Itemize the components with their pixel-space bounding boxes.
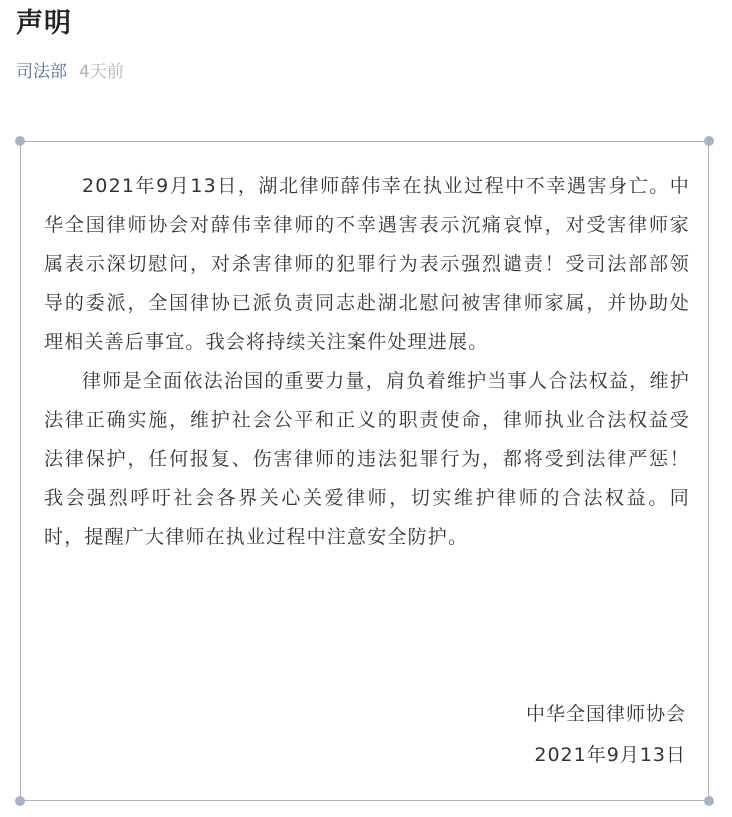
statement-signature-block [526, 694, 686, 776]
statement-paragraph-2: 律师是全面依法治国的重要力量，肩负着维护当事人合法权益，维护法律正确实施，维护社会公平和正义的职责使命，律师执业合法权益受法律保护，任何报复、伤害律师的违法犯罪行为，都将受到法律严惩！我会强烈呼吁社会各界关心关爱律师，切实维护律师的合法权益。同时，提醒广大律师在执业过程中注意安全防护。 [44, 370, 690, 548]
signature-date: 2021年9月13日 [534, 744, 686, 766]
article-meta [16, 58, 124, 86]
frame-corner-dot-bottom-left [15, 796, 25, 806]
frame-corner-dot-top-left [15, 136, 25, 146]
frame-corner-dot-bottom-right [704, 796, 714, 806]
author-link[interactable]: 司法部 [16, 62, 67, 82]
frame-corner-dot-top-right [704, 136, 714, 146]
article-title: 声明 [16, 8, 72, 39]
statement-body [44, 167, 690, 557]
publish-time: 4天前 [79, 62, 124, 82]
signature-organization: 中华全国律师协会 [525, 703, 686, 725]
statement-paragraph-1: 2021年9月13日，湖北律师薛伟幸在执业过程中不幸遇害身亡。中华全国律师协会对薛伟幸律师的不幸遇害表示沉痛哀悼，对受害律师家属表示深切慰问，对杀害律师的犯罪行为表示强烈谴责！受司法部部领导的委派，全国律协已派负责同志赴湖北慰问被害律师家属，并协助处理相关善后事宜。我会将持续关注案件处理进展。 [44, 175, 690, 353]
